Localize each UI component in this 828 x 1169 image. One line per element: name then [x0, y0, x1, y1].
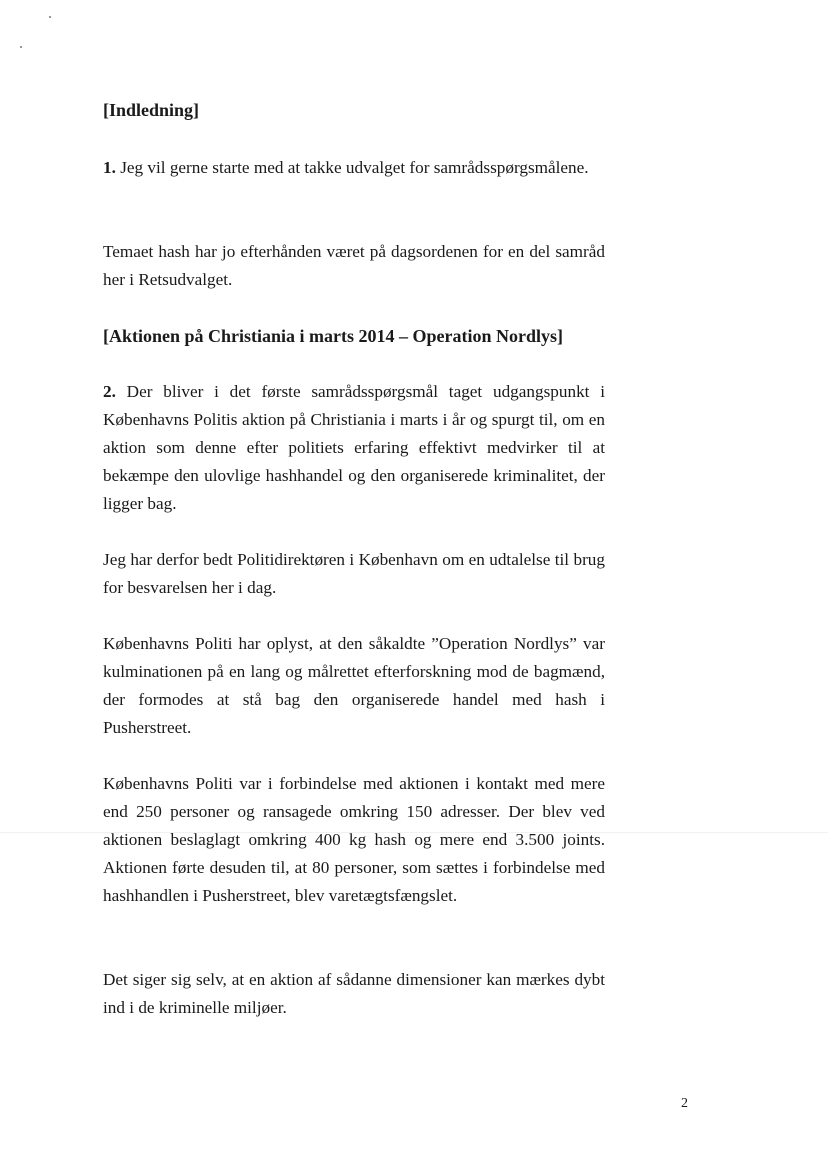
scan-speck — [20, 46, 22, 48]
paragraph-text: Jeg har derfor bedt Politidirektøren i København om en udtalelse til brug for besvarelsen her i dag. — [103, 550, 605, 597]
paragraph-text: Der bliver i det første samrådsspørgsmål taget udgangspunkt i Københavns Politis aktion på Christiania i marts i år og spurgt til, om en aktion som denne efter politiets erfaring effektivt medvirker til at bekæmpe den ulovlige hashhandel og den organiserede kriminalitet, der ligger bag. — [103, 382, 605, 513]
paragraph-text: Temaet hash har jo efterhånden været på dagsordenen for en del samråd her i Retsudvalget. — [103, 242, 605, 289]
paragraph-number: 1. — [103, 158, 116, 177]
paragraph-1 — [103, 154, 605, 182]
paragraph-2 — [103, 378, 605, 518]
paragraph-text: Det siger sig selv, at en aktion af sådanne dimensioner kan mærkes dybt ind i de kriminelle miljøer. — [103, 970, 605, 1017]
paragraph-number: 2. — [103, 382, 116, 401]
paragraph-intro-2 — [103, 238, 605, 294]
section-heading-christiania-action: [Aktionen på Christiania i marts 2014 – Operation Nordlys] — [103, 326, 564, 346]
document-page — [103, 0, 688, 1169]
page-number: 2 — [681, 1096, 688, 1111]
scan-speck — [49, 16, 51, 18]
section-heading-introduction: [Indledning] — [103, 100, 200, 120]
paragraph-action-figures — [103, 770, 605, 910]
paragraph-operation-nordlys — [103, 630, 605, 742]
paragraph-conclusion — [103, 966, 605, 1022]
paragraph-police-statement-request — [103, 546, 605, 602]
paragraph-text: Københavns Politi var i forbindelse med aktionen i kontakt med mere end 250 personer og ransagede omkring 150 adresser. Der blev ved aktionen beslaglagt omkring 400 kg hash og mere end 3.500 joints. Aktionen førte desuden til, at 80 personer, som sættes i forbindelse med hashhandlen i Pusherstreet, blev varetægtsfængslet. — [103, 774, 605, 905]
paragraph-text: Jeg vil gerne starte med at takke udvalget for samrådsspørgsmålene. — [115, 158, 589, 177]
paragraph-text: Københavns Politi har oplyst, at den såkaldte ”Operation Nordlys” var kulminationen på en lang og målrettet efterforskning mod de bagmænd, der formodes at stå bag den organiserede handel med hash i Pusherstreet. — [103, 634, 605, 737]
